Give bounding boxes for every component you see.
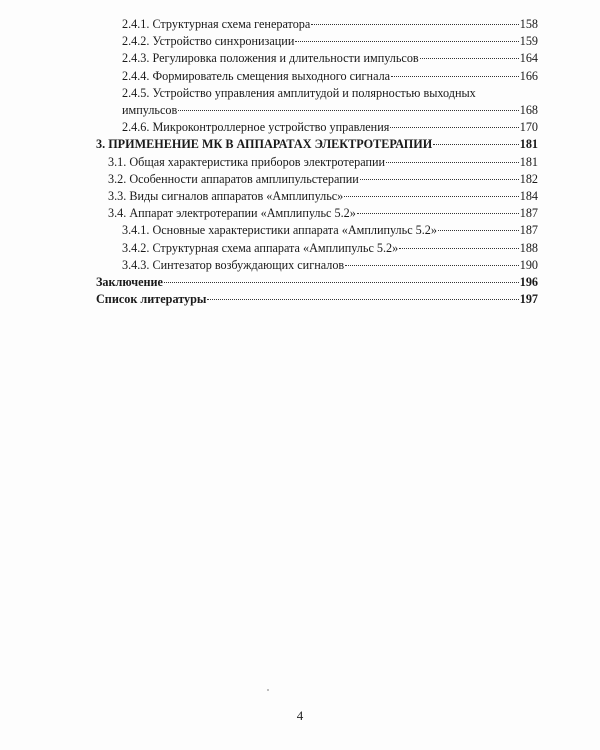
toc-entry-label: 3.4.3. Синтезатор возбуждающих сигналов bbox=[122, 257, 345, 272]
toc-entry-label: 3. ПРИМЕНЕНИЕ МК В АППАРАТАХ ЭЛЕКТРОТЕРАПИИ bbox=[96, 137, 433, 152]
toc-entry-label-line2: импульсов bbox=[122, 103, 178, 118]
toc-entry-label: 3.4.1. Основные характеристики аппарата «Амплипульс 5.2» bbox=[122, 223, 437, 238]
toc-entry-label: Список литературы bbox=[96, 292, 207, 307]
toc-entry-page: 188 bbox=[519, 240, 538, 255]
toc-entry-page: 170 bbox=[519, 120, 538, 135]
toc-entry-label: 2.4.2. Устройство синхронизации bbox=[122, 34, 295, 49]
dot-leader bbox=[433, 144, 519, 145]
dot-leader bbox=[357, 213, 519, 214]
toc-entry-page: 182 bbox=[519, 171, 538, 186]
dot-leader bbox=[399, 248, 518, 249]
toc-entry-label: 2.4.3. Регулировка положения и длительности импульсов bbox=[122, 51, 419, 66]
toc-entry-page: 196 bbox=[519, 275, 538, 290]
dot-leader bbox=[345, 265, 519, 266]
toc-entry bbox=[96, 16, 538, 33]
toc-entry bbox=[96, 68, 538, 85]
toc-entry bbox=[96, 257, 538, 274]
dot-leader bbox=[391, 76, 519, 77]
dot-leader bbox=[438, 230, 519, 231]
dot-leader bbox=[360, 179, 519, 180]
toc-entry bbox=[96, 154, 538, 171]
toc-entry bbox=[96, 188, 538, 205]
toc-entry-label: 3.1. Общая характеристика приборов электротерапии bbox=[108, 154, 386, 169]
toc-entry-page: 168 bbox=[519, 103, 538, 118]
toc-entry-label: 2.4.6. Микроконтроллерное устройство управления bbox=[122, 120, 390, 135]
dot-leader bbox=[164, 282, 519, 283]
toc-entry-page: 197 bbox=[519, 292, 538, 307]
dot-leader bbox=[386, 162, 519, 163]
dot-leader bbox=[390, 127, 518, 128]
toc-entry-page: 159 bbox=[519, 34, 538, 49]
toc-entry-label: 3.4. Аппарат электротерапии «Амплипульс 5.2» bbox=[108, 206, 356, 221]
toc-entry bbox=[96, 33, 538, 50]
dot-leader bbox=[207, 299, 518, 300]
toc-entry bbox=[96, 222, 538, 239]
dot-leader bbox=[311, 24, 518, 25]
toc-entry-page: 184 bbox=[519, 189, 538, 204]
toc-entry-wrapped bbox=[96, 85, 538, 119]
toc-chapter-entry bbox=[96, 136, 538, 153]
page-number: 4 bbox=[296, 708, 304, 723]
toc-entry bbox=[96, 50, 538, 67]
scan-speck bbox=[267, 689, 269, 691]
toc-entry-page: 158 bbox=[519, 17, 538, 31]
toc-chapter-entry bbox=[96, 274, 538, 291]
toc-entry bbox=[96, 205, 538, 222]
toc-entry-line2 bbox=[96, 102, 538, 119]
toc-entry bbox=[96, 171, 538, 188]
toc-entry bbox=[96, 119, 538, 136]
toc-entry-label: Заключение bbox=[96, 275, 163, 290]
table-of-contents bbox=[96, 16, 538, 308]
toc-entry-page: 187 bbox=[519, 223, 538, 238]
toc-entry-page: 181 bbox=[519, 137, 538, 152]
dot-leader bbox=[344, 196, 518, 197]
toc-entry-label: 2.4.4. Формирователь смещения выходного сигнала bbox=[122, 68, 391, 83]
dot-leader bbox=[178, 110, 519, 111]
toc-entry bbox=[96, 240, 538, 257]
dot-leader bbox=[420, 58, 519, 59]
toc-chapter-entry bbox=[96, 291, 538, 308]
toc-entry-label: 3.3. Виды сигналов аппаратов «Амплипульс» bbox=[108, 189, 344, 204]
toc-entry-label: 3.4.2. Структурная схема аппарата «Амплипульс 5.2» bbox=[122, 240, 399, 255]
dot-leader bbox=[295, 41, 518, 42]
toc-entry-page: 164 bbox=[519, 51, 538, 66]
toc-entry-page: 190 bbox=[519, 257, 538, 272]
toc-entry-label: 2.4.1. Структурная схема генератора bbox=[122, 17, 311, 31]
toc-entry-label: 3.2. Особенности аппаратов амплипульстерапии bbox=[108, 171, 359, 186]
toc-entry-page: 187 bbox=[519, 206, 538, 221]
toc-entry-page: 181 bbox=[519, 154, 538, 169]
toc-entry-label-line1: 2.4.5. Устройство управления амплитудой и полярностью выходных bbox=[122, 85, 476, 100]
toc-entry-page: 166 bbox=[519, 68, 538, 83]
